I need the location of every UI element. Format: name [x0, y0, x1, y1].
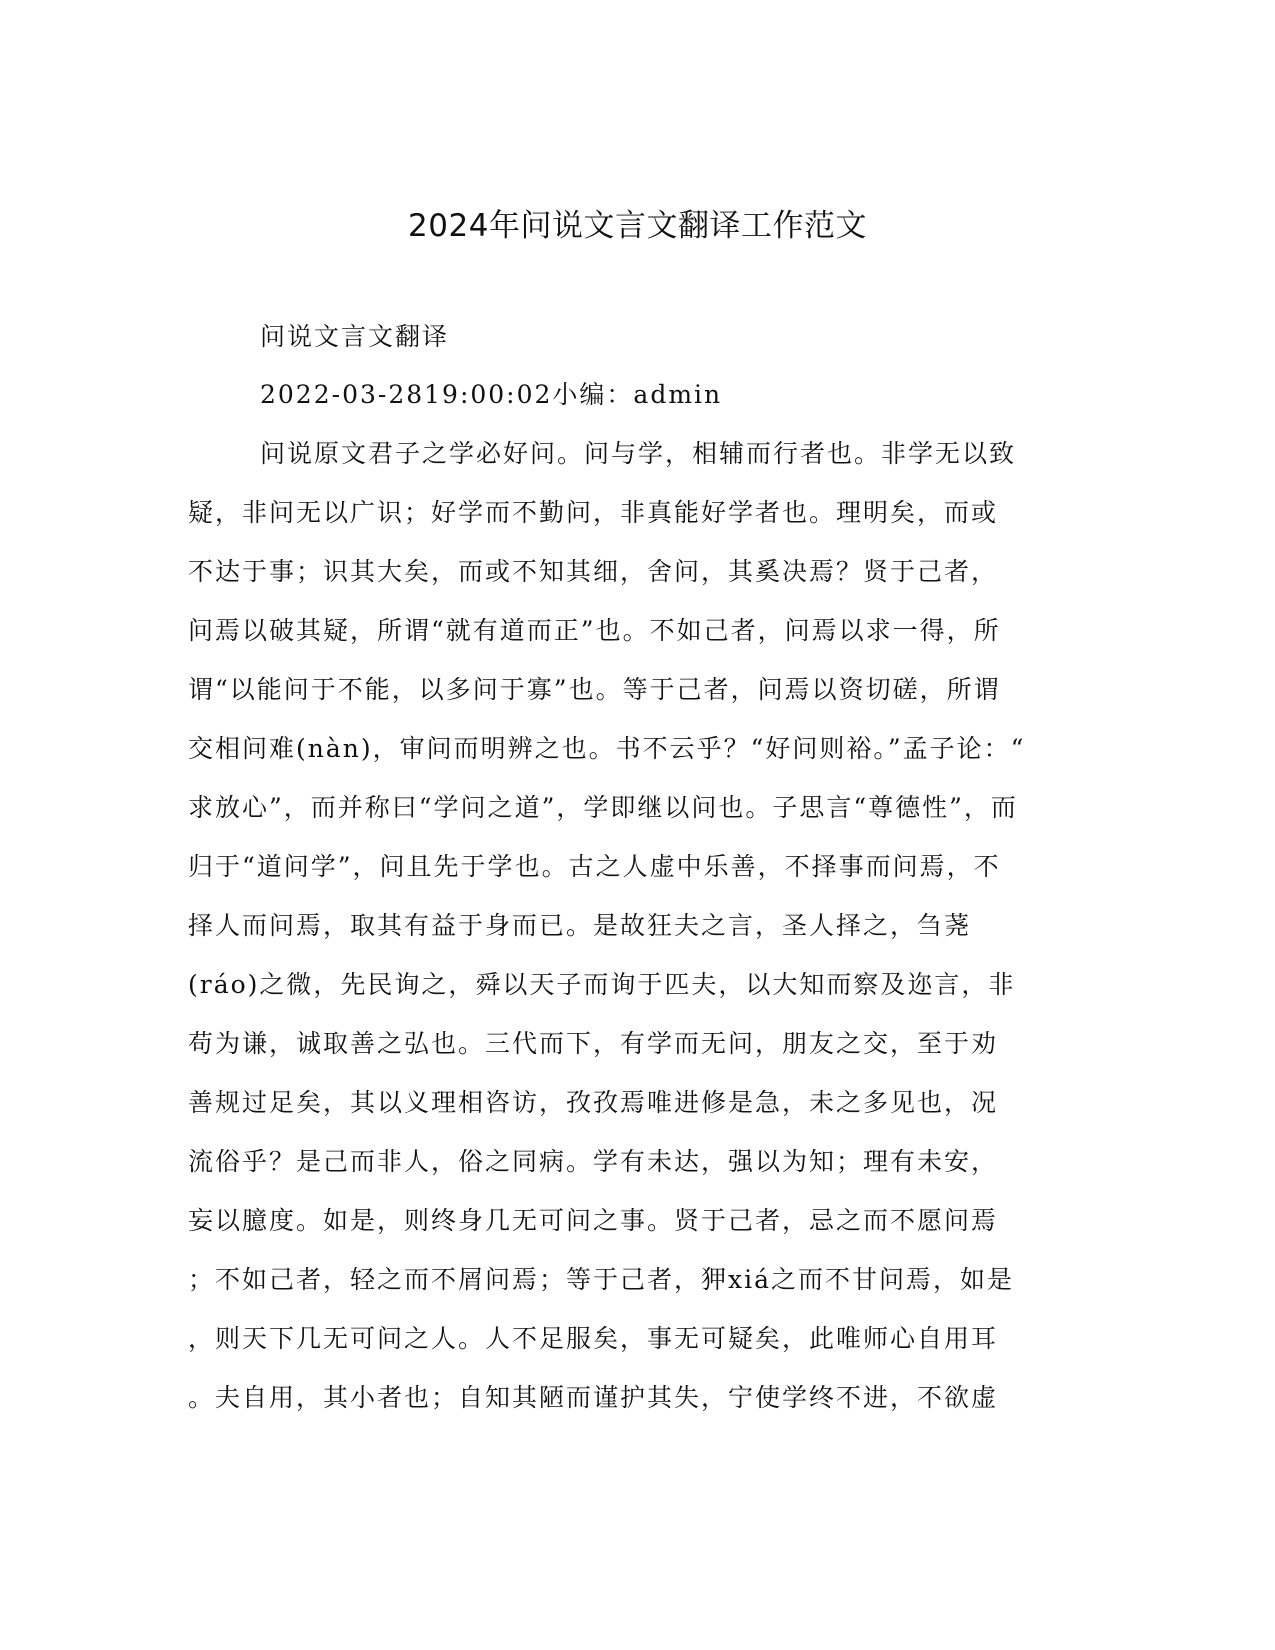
- body-line: 问说原文君子之学必好问。问与学，相辅而行者也。非学无以致: [260, 439, 1017, 468]
- body-line: 。夫自用，其小者也；自知其陋而谨护其失，宁使学终不进，不欲虚: [188, 1383, 999, 1412]
- body-line: ，则天下几无可问之人。人不足服矣，事无可疑矣，此唯师心自用耳: [188, 1324, 999, 1353]
- body-line: 妄以臆度。如是，则终身几无可问之事。贤于己者，忌之而不愿问焉: [188, 1206, 999, 1235]
- body-line: ；不如己者，轻之而不屑问焉；等于己者，狎xiá之而不甘问焉，如是: [188, 1265, 1015, 1294]
- body-line: 归于“道问学”，问且先于学也。古之人虚中乐善，不择事而问焉，不: [188, 852, 1001, 881]
- document-subtitle: 问说文言文翻译: [260, 322, 450, 351]
- body-line: 善规过足矣，其以义理相咨访，孜孜焉唯进修是急，未之多见也，况: [188, 1088, 999, 1117]
- body-line: 疑，非问无以广识；好学而不勤问，非真能好学者也。理明矣，而或: [188, 498, 999, 527]
- document-meta-line: 2022-03-2819:00:02小编：admin: [260, 380, 723, 409]
- body-line: 谓“以能问于不能，以多问于寡”也。等于己者，问焉以资切磋，所谓: [188, 675, 1001, 704]
- document-title: 2024年问说文言文翻译工作范文: [408, 208, 867, 244]
- body-line: (ráo)之微，先民询之，舜以天子而询于匹夫，以大知而察及迩言，非: [188, 970, 1016, 999]
- body-line: 流俗乎？是己而非人，俗之同病。学有未达，强以为知；理有未安，: [188, 1147, 999, 1176]
- body-line: 问焉以破其疑，所谓“就有道而正”也。不如己者，问焉以求一得，所: [188, 616, 1001, 645]
- body-line: 择人而问焉，取其有益于身而已。是故狂夫之言，圣人择之，刍荛: [188, 911, 972, 940]
- body-line: 不达于事；识其大矣，而或不知其细，舍问，其奚决焉？贤于己者，: [188, 557, 999, 586]
- body-line: 求放心”，而并称曰“学问之道”，学即继以问也。子思言“尊德性”，而: [188, 793, 1018, 822]
- body-line: 苟为谦，诚取善之弘也。三代而下，有学而无问，朋友之交，至于劝: [188, 1029, 999, 1058]
- body-line: 交相问难(nàn)，审问而明辨之也。书不云乎？“好问则裕。”孟子论：“: [188, 734, 1026, 763]
